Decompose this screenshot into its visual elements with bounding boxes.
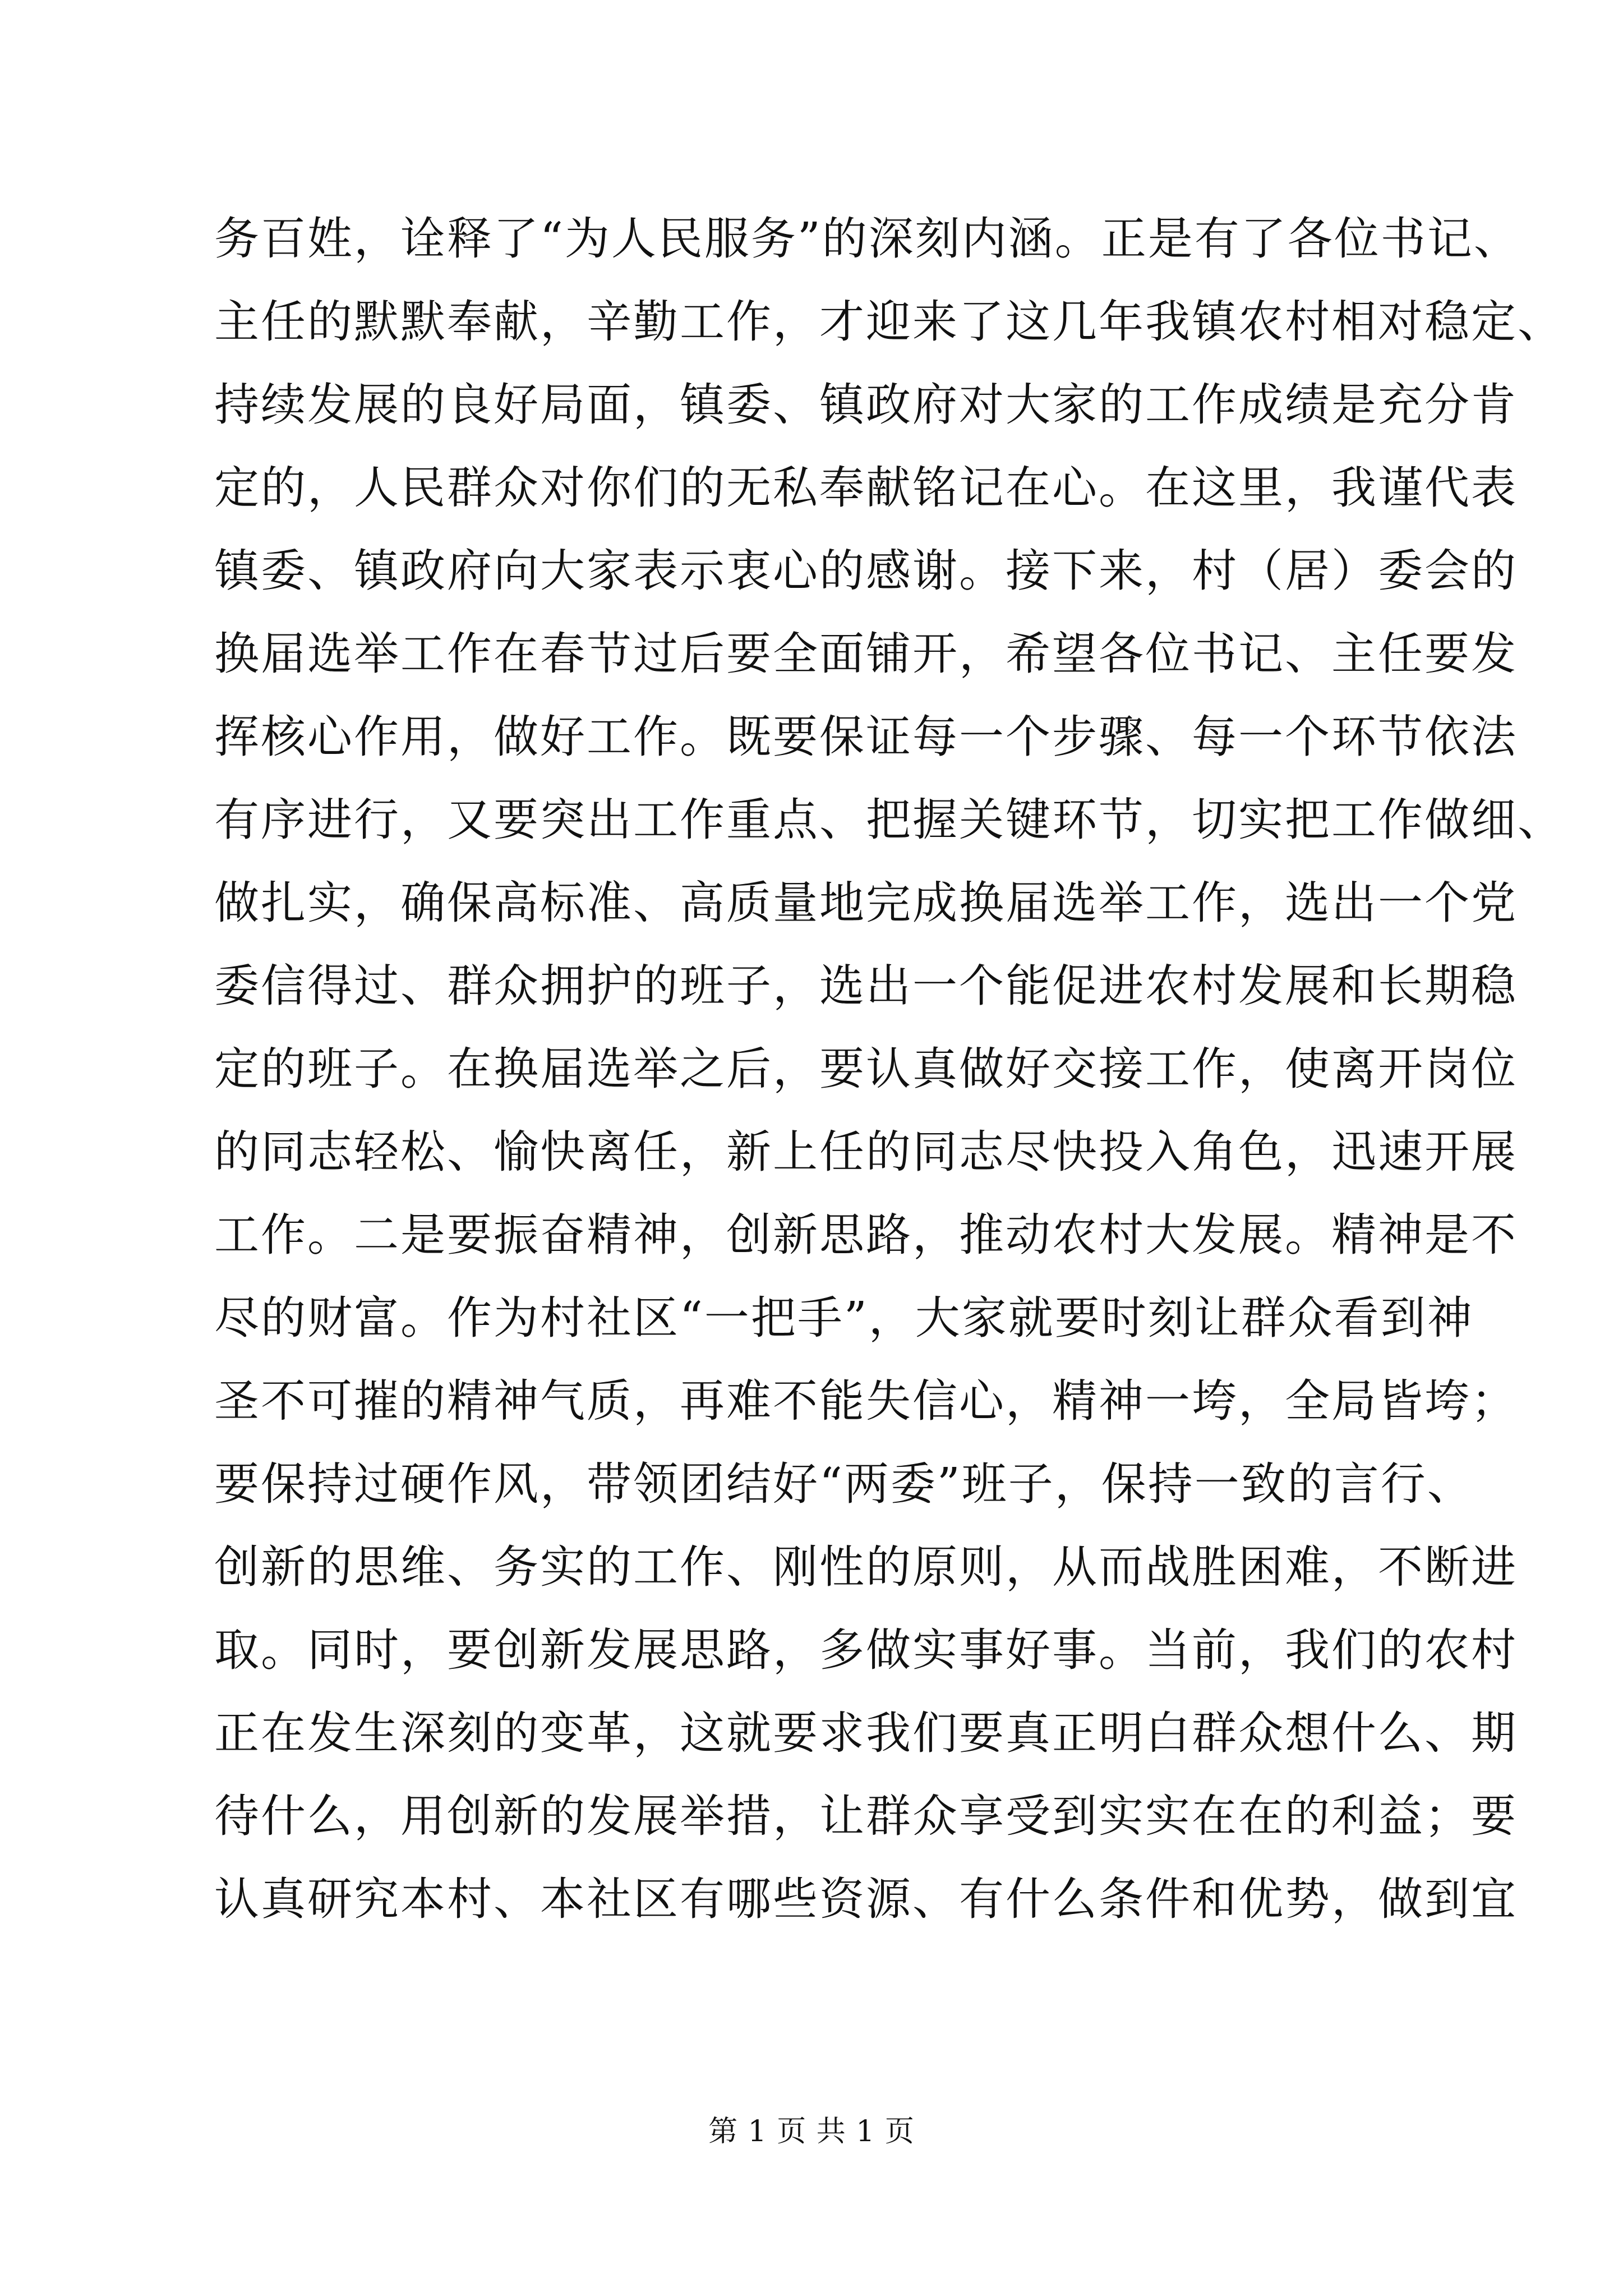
text-line: 务百姓，诠释了“为人民服务”的深刻内涵。正是有了各位书记、 — [214, 213, 1520, 265]
text-line: 圣不可摧的精神气质，再难不能失信心，精神一垮，全局皆垮； — [214, 1375, 1518, 1427]
text-line: 做扎实，确保高标准、高质量地完成换届选举工作，选出一个党 — [214, 877, 1518, 929]
text-line: 主任的默默奉献，辛勤工作，才迎来了这几年我镇农村相对稳定、 — [214, 296, 1564, 348]
text-line: 镇委、镇政府向大家表示衷心的感谢。接下来，村（居）委会的 — [214, 545, 1518, 597]
text-line: 持续发展的良好局面，镇委、镇政府对大家的工作成绩是充分肯 — [214, 379, 1518, 431]
text-line: 定的，人民群众对你们的无私奉献铭记在心。在这里，我谨代表 — [214, 462, 1518, 514]
text-line: 工作。二是要振奋精神，创新思路，推动农村大发展。精神是不 — [214, 1209, 1518, 1261]
body-text — [214, 197, 1564, 1941]
text-line: 换届选举工作在春节过后要全面铺开，希望各位书记、主任要发 — [214, 628, 1518, 680]
text-line: 要保持过硬作风，带领团结好“两委”班子，保持一致的言行、 — [214, 1458, 1474, 1510]
text-line: 尽的财富。作为村社区“一把手”，大家就要时刻让群众看到神 — [214, 1292, 1474, 1344]
text-line: 正在发生深刻的变革，这就要求我们要真正明白群众想什么、期 — [214, 1707, 1518, 1759]
text-line: 委信得过、群众拥护的班子，选出一个能促进农村发展和长期稳 — [214, 960, 1518, 1012]
text-line: 待什么，用创新的发展举措，让群众享受到实实在在的利益；要 — [214, 1790, 1518, 1842]
text-line: 的同志轻松、愉快离任，新上任的同志尽快投入角色，迅速开展 — [214, 1126, 1518, 1178]
text-line: 有序进行，又要突出工作重点、把握关键环节，切实把工作做细、 — [214, 794, 1564, 846]
page-footer: 第 1 页 共 1 页 — [708, 2115, 915, 2148]
text-line: 挥核心作用，做好工作。既要保证每一个步骤、每一个环节依法 — [214, 711, 1518, 763]
text-line: 定的班子。在换届选举之后，要认真做好交接工作，使离开岗位 — [214, 1043, 1518, 1095]
text-line: 取。同时，要创新发展思路，多做实事好事。当前，我们的农村 — [214, 1624, 1518, 1676]
text-line: 创新的思维、务实的工作、刚性的原则，从而战胜困难，不断进 — [214, 1541, 1518, 1593]
text-line: 认真研究本村、本社区有哪些资源、有什么条件和优势，做到宜 — [214, 1873, 1518, 1925]
